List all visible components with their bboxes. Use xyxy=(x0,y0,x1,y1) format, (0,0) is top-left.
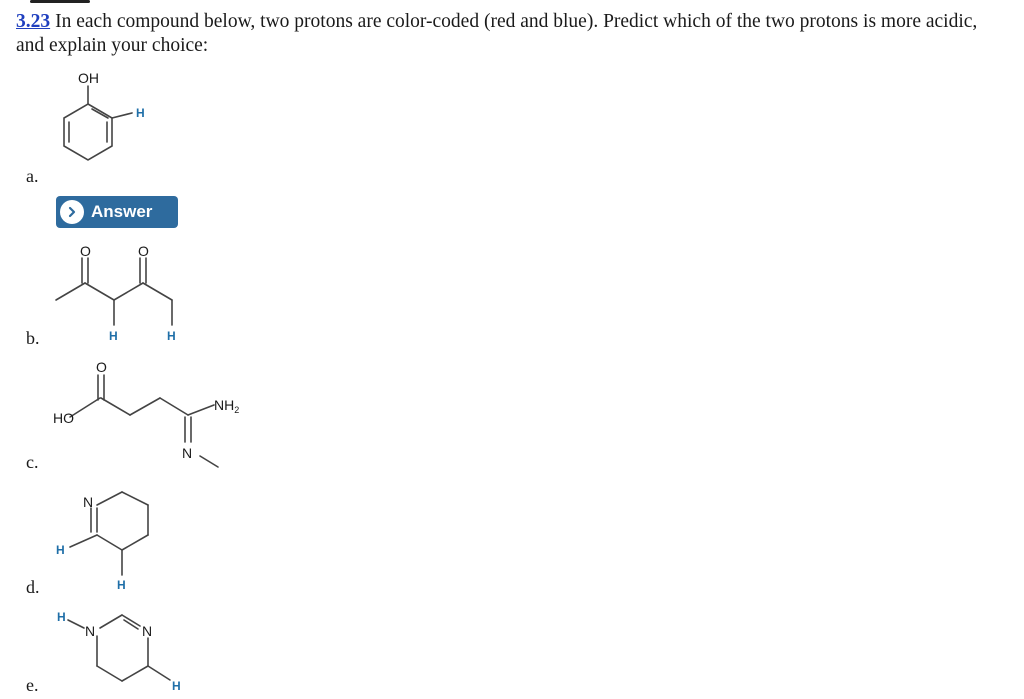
question-number-link[interactable]: 3.23 xyxy=(16,11,51,32)
atom-ho-c: HO xyxy=(53,410,74,426)
proton-h-d2: H xyxy=(117,578,126,592)
part-label-e: e. xyxy=(26,675,39,695)
part-label-d: d. xyxy=(26,577,40,597)
part-label-a: a. xyxy=(26,166,39,186)
question-prompt: In each compound below, two protons are color-coded (red and blue). Predict which of the two protons is more acidic, and explain your choice: xyxy=(16,11,978,56)
atom-n-e2: N xyxy=(142,623,153,639)
atom-nh2-c: $NH_2$ xyxy=(214,397,240,415)
chevron-right-icon xyxy=(60,200,84,224)
structure-c-amidine xyxy=(70,375,218,467)
part-label-c: c. xyxy=(26,452,39,472)
part-label-b: b. xyxy=(26,328,40,348)
atom-oh-a: OH xyxy=(78,70,99,86)
proton-h-b1: H xyxy=(109,329,118,343)
proton-h-e2: H xyxy=(172,679,181,693)
atom-n-e1: N xyxy=(85,623,96,639)
atom-o-c: O xyxy=(96,359,107,375)
structure-b-dione xyxy=(56,258,172,325)
atom-n-d: N xyxy=(83,494,94,510)
proton-h-a: H xyxy=(136,106,145,120)
atom-n-c: N xyxy=(182,445,193,461)
atom-o-b2: O xyxy=(138,243,149,259)
proton-h-e1: H xyxy=(57,610,66,624)
proton-h-d1: H xyxy=(56,543,65,557)
structure-e-ring xyxy=(68,615,170,681)
structure-a-phenol xyxy=(64,86,132,160)
answer-button[interactable] xyxy=(56,196,178,228)
structure-d-ring xyxy=(70,492,148,575)
answer-button-label: Answer xyxy=(91,202,153,221)
proton-h-b2: H xyxy=(167,329,176,343)
atom-o-b1: O xyxy=(80,243,91,259)
